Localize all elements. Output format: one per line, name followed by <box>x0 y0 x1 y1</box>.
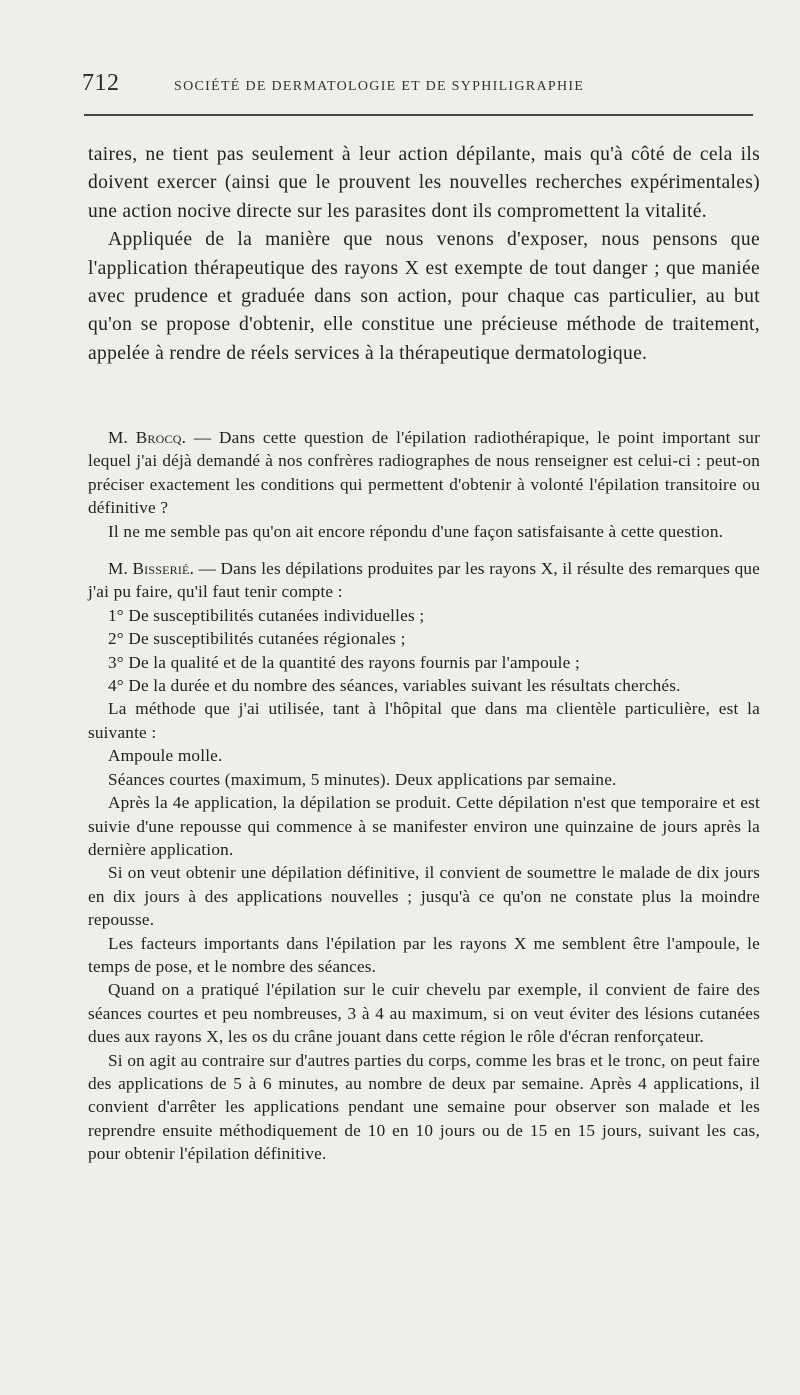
section-gap <box>88 543 760 557</box>
bisserie-remark <box>88 557 760 604</box>
brocq-remark <box>88 426 760 520</box>
paragraph: Il ne me semble pas qu'on ait encore répondu d'une façon satisfaisante à cette question. <box>108 521 724 541</box>
paragraph: Séances courtes (maximum, 5 minutes). Deux applications par semaine. <box>108 769 617 789</box>
page-number: 712 <box>82 70 120 96</box>
paragraph: Les facteurs importants dans l'épilation par les rayons X me semblent être l'ampoule, le temps de pose, et le nombre des séances. <box>88 933 760 976</box>
speaker-name: M. Bisserié. <box>108 559 195 579</box>
list-item: 2° De susceptibilités cutanées régionales ; <box>108 629 406 649</box>
paragraph: Appliquée de la manière que nous venons d'exposer, nous pensons que l'application thérapeutique des rayons X est exempte de tout danger ; que maniée avec prudence et graduée dans son action, pour chaque cas particulier, au but qu'on se propose d'obtenir, elle constitue une précieuse méthode de traitement, appelée à rendre de réels services à la thérapeutique dermatologique. <box>88 229 760 364</box>
page-header <box>82 70 762 110</box>
list-item: 3° De la qualité et de la quantité des rayons fournis par l'ampoule ; <box>108 652 580 672</box>
paragraph: Quand on a pratiqué l'épilation sur le cuir chevelu par exemple, il convient de faire des séances courtes et peu nombreuses, 3 à 4 au maximum, si on veut éviter des lésions cutanées dues aux rayons X, les os du crâne jouant dans cette région le rôle d'écran renforçateur. <box>88 980 760 1047</box>
list-item: 4° De la durée et du nombre des séances, variables suivant les résultats cherchés. <box>108 676 681 696</box>
paragraph: Ampoule molle. <box>108 746 223 766</box>
paragraph: Si on veut obtenir une dépilation définitive, il convient de soumettre le malade de dix jours en dix jours à des applications nouvelles ; jusqu'à ce qu'on ne constate plus la moindre repousse. <box>88 863 760 930</box>
paragraph: Si on agit au contraire sur d'autres parties du corps, comme les bras et le tronc, on peut faire des applications de 5 à 6 minutes, au nombre de deux par semaine. Après 4 applications, il convient d'arrêter les applications pendant une semaine pour observer son malade et les reprendre ensuite méthodiquement de 10 en 10 jours ou de 15 en 15 jours, suivant les cas, pour obtenir l'épilation définitive. <box>88 1050 760 1164</box>
paragraph: La méthode que j'ai utilisée, tant à l'hôpital que dans ma clientèle particulière, est la suivante : <box>88 699 760 742</box>
remark-text: — Dans les dépilations produites par les rayons X, il résulte des remarques que j'ai pu faire, qu'il faut tenir compte : <box>88 559 761 602</box>
main-text-block <box>88 141 760 368</box>
header-rule <box>84 114 753 116</box>
paragraph: taires, ne tient pas seulement à leur action dépilante, mais qu'à côté de cela ils doivent exercer (ainsi que le prouvent les nouvelles recherches expérimentales) une action nocive directe sur les parasites dont ils compromettent la vitalité. <box>88 144 760 222</box>
running-title: SOCIÉTÉ DE DERMATOLOGIE ET DE SYPHILIGRAPHIE <box>174 79 585 94</box>
list-item: 1° De susceptibilités cutanées individuelles ; <box>108 605 425 625</box>
speaker-name: M. Brocq. <box>108 428 187 447</box>
discussion-block <box>88 426 760 1166</box>
paragraph: Après la 4e application, la dépilation se produit. Cette dépilation n'est que temporaire et est suivie d'une repousse qui commence à se manifester environ une quinzaine de jours après la dernière application. <box>88 793 760 859</box>
remark-text: — Dans cette question de l'épilation radiothérapique, le point important sur lequel j'ai déjà demandé à nos confrères radiographes de nous renseigner est celui-ci : peut-on préciser exactement les conditions qui permettent d'obtenir à volonté l'épilation transitoire ou définitive ? <box>88 428 760 518</box>
